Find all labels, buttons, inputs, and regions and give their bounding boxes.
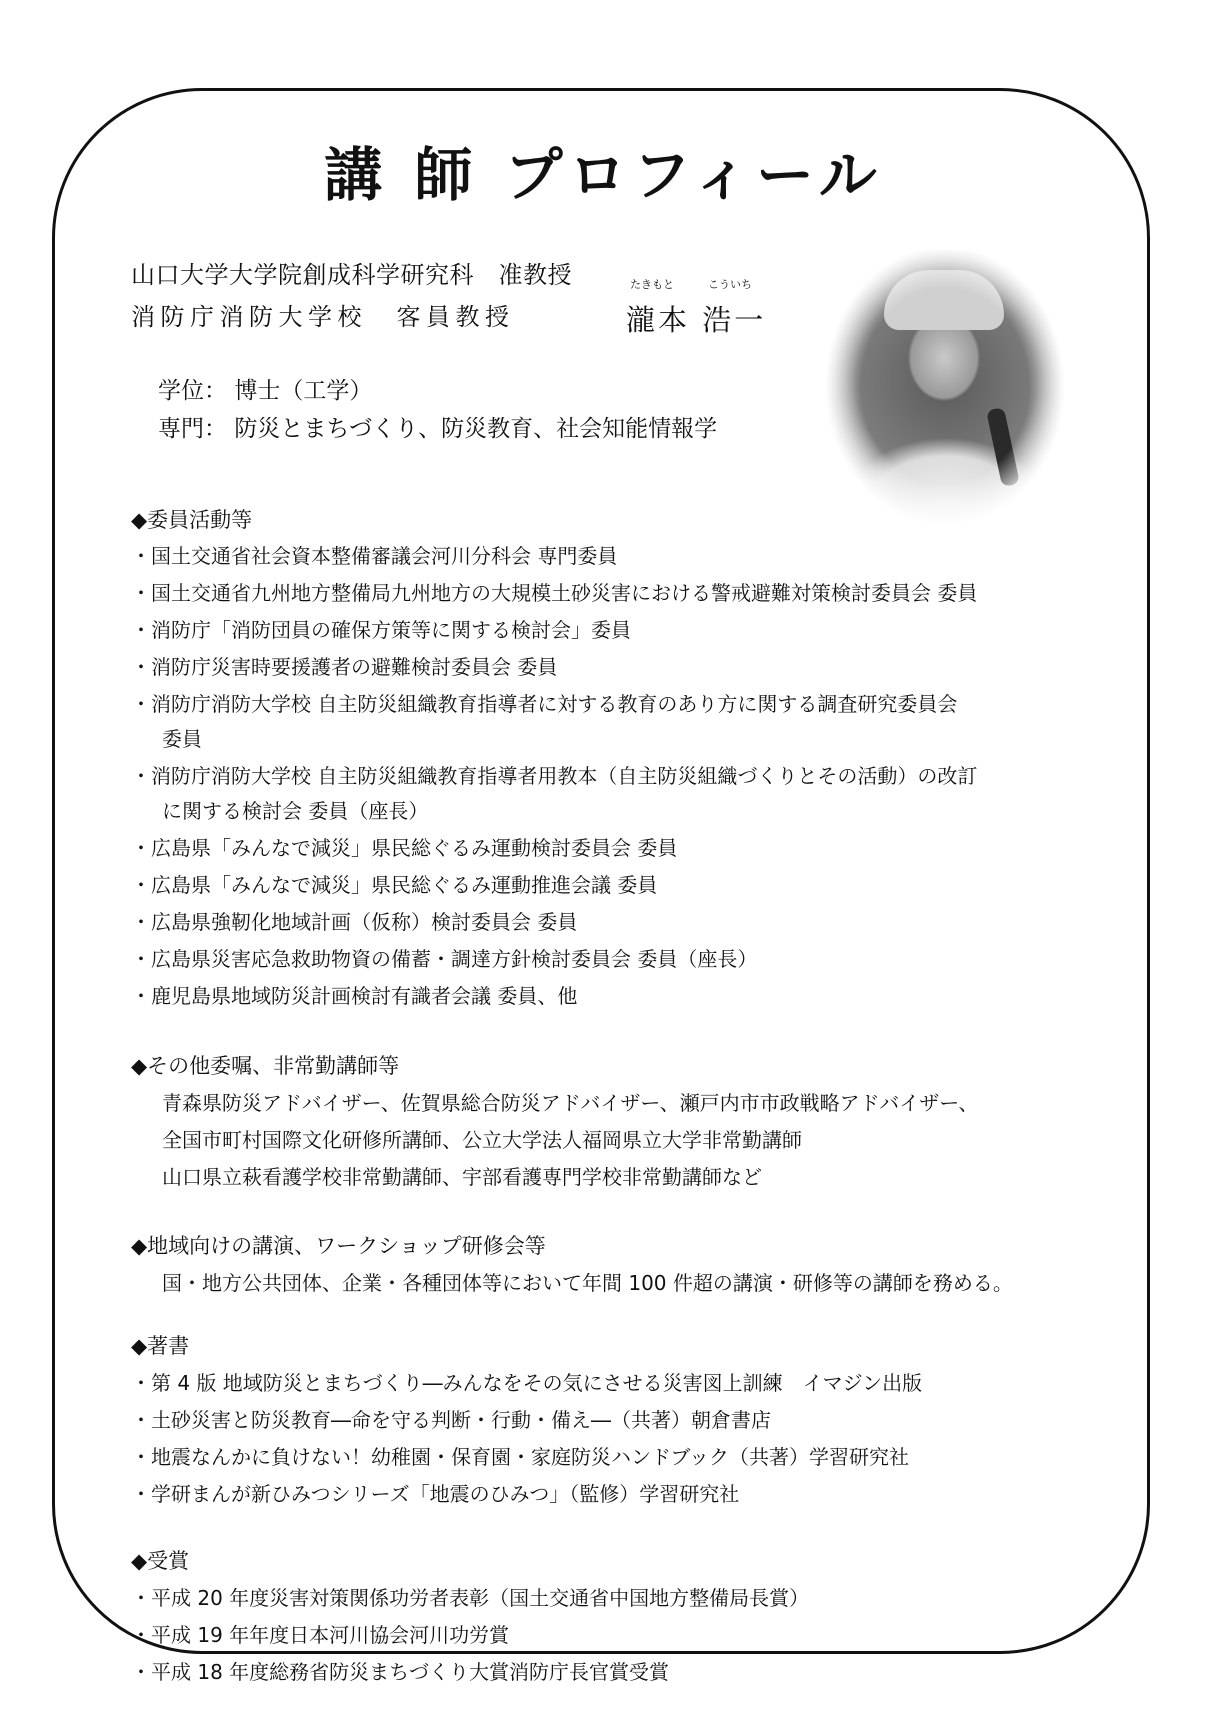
degree-label: 学位： xyxy=(158,378,227,404)
list-item: ・平成 19 年年度日本河川協会河川功労賞 xyxy=(131,1623,510,1647)
list-item: 山口県立萩看護学校非常勤講師、宇部看護専門学校非常勤講師など xyxy=(162,1165,762,1189)
degree-row xyxy=(158,372,372,405)
list-item: ・広島県「みんなで減災」県民総ぐるみ運動推進会議 委員 xyxy=(131,873,658,897)
list-item: ・第 4 版 地域防災とまちづくり―みんなをその気にさせる災害図上訓練 イマジン出版 xyxy=(131,1371,923,1395)
list-item: ・国土交通省九州地方整備局九州地方の大規模土砂災害における警戒避難対策検討委員会 委員 xyxy=(131,581,978,605)
microphone-icon xyxy=(986,407,1020,487)
list-item: ・地震なんかに負けない！幼稚園・保育園・家庭防災ハンドブック（共著）学習研究社 xyxy=(131,1445,909,1469)
list-item: ・消防庁「消防団員の確保方策等に関する検討会」委員 xyxy=(131,618,631,642)
list-item: 国・地方公共団体、企業・各種団体等において年間 100 件超の講演・研修等の講師を務める。 xyxy=(162,1271,1013,1295)
list-item: ・学研まんが新ひみつシリーズ「地震のひみつ」（監修）学習研究社 xyxy=(131,1482,740,1506)
committees-heading: ◆委員活動等 xyxy=(131,508,253,532)
name-ruby-given: こういち xyxy=(708,278,752,291)
specialty-label: 専門： xyxy=(158,416,227,442)
list-item: に関する検討会 委員（座長） xyxy=(162,799,429,823)
list-item: ・消防庁消防大学校 自主防災組織教育指導者用教本（自主防災組織づくりとその活動）の改訂 xyxy=(131,764,978,788)
list-item: ・平成 18 年度総務省防災まちづくり大賞消防庁長官賞受賞 xyxy=(131,1660,669,1684)
list-item: ・広島県強靭化地域計画（仮称）検討委員会 委員 xyxy=(131,910,578,934)
list-item: 委員 xyxy=(162,727,202,751)
list-item: ・消防庁消防大学校 自主防災組織教育指導者に対する教育のあり方に関する調査研究委員会 xyxy=(131,692,958,716)
lecturer-name: 瀧本 浩一 xyxy=(626,303,767,337)
list-item: ・鹿児島県地域防災計画検討有識者会議 委員、他 xyxy=(131,984,578,1008)
lecturer-photo xyxy=(826,250,1064,522)
degree-value: 博士（工学） xyxy=(234,378,373,404)
list-item: 全国市町村国際文化研修所講師、公立大学法人福岡県立大学非常勤講師 xyxy=(162,1128,802,1152)
affiliation-line-2: 消防庁消防大学校 客員教授 xyxy=(131,303,515,331)
specialty-row xyxy=(158,410,717,443)
list-item: ・国土交通省社会資本整備審議会河川分科会 専門委員 xyxy=(131,544,618,568)
specialty-value: 防災とまちづくり、防災教育、社会知能情報学 xyxy=(234,416,718,442)
list-item: ・広島県災害応急救助物資の備蓄・調達方針検討委員会 委員（座長） xyxy=(131,947,758,971)
list-item: ・土砂災害と防災教育―命を守る判断・行動・備え―（共著）朝倉書店 xyxy=(131,1408,771,1432)
affiliation-line-1: 山口大学大学院創成科学研究科 准教授 xyxy=(131,261,572,289)
awards-heading: ◆受賞 xyxy=(131,1549,190,1573)
list-item: ・平成 20 年度災害対策関係功労者表彰（国土交通省中国地方整備局長賞） xyxy=(131,1586,810,1610)
other-heading: ◆その他委嘱、非常勤講師等 xyxy=(131,1054,400,1078)
list-item: 青森県防災アドバイザー、佐賀県総合防災アドバイザー、瀬戸内市市政戦略アドバイザー、 xyxy=(162,1091,979,1115)
list-item: ・消防庁災害時要援護者の避難検討委員会 委員 xyxy=(131,655,558,679)
lectures-heading: ◆地域向けの講演、ワークショップ研修会等 xyxy=(131,1234,546,1258)
list-item: ・広島県「みんなで減災」県民総ぐるみ運動検討委員会 委員 xyxy=(131,836,678,860)
name-ruby-family: たきもと xyxy=(630,278,674,291)
page-title: 講 師 プロフィール xyxy=(324,141,883,209)
books-heading: ◆著書 xyxy=(131,1334,190,1358)
